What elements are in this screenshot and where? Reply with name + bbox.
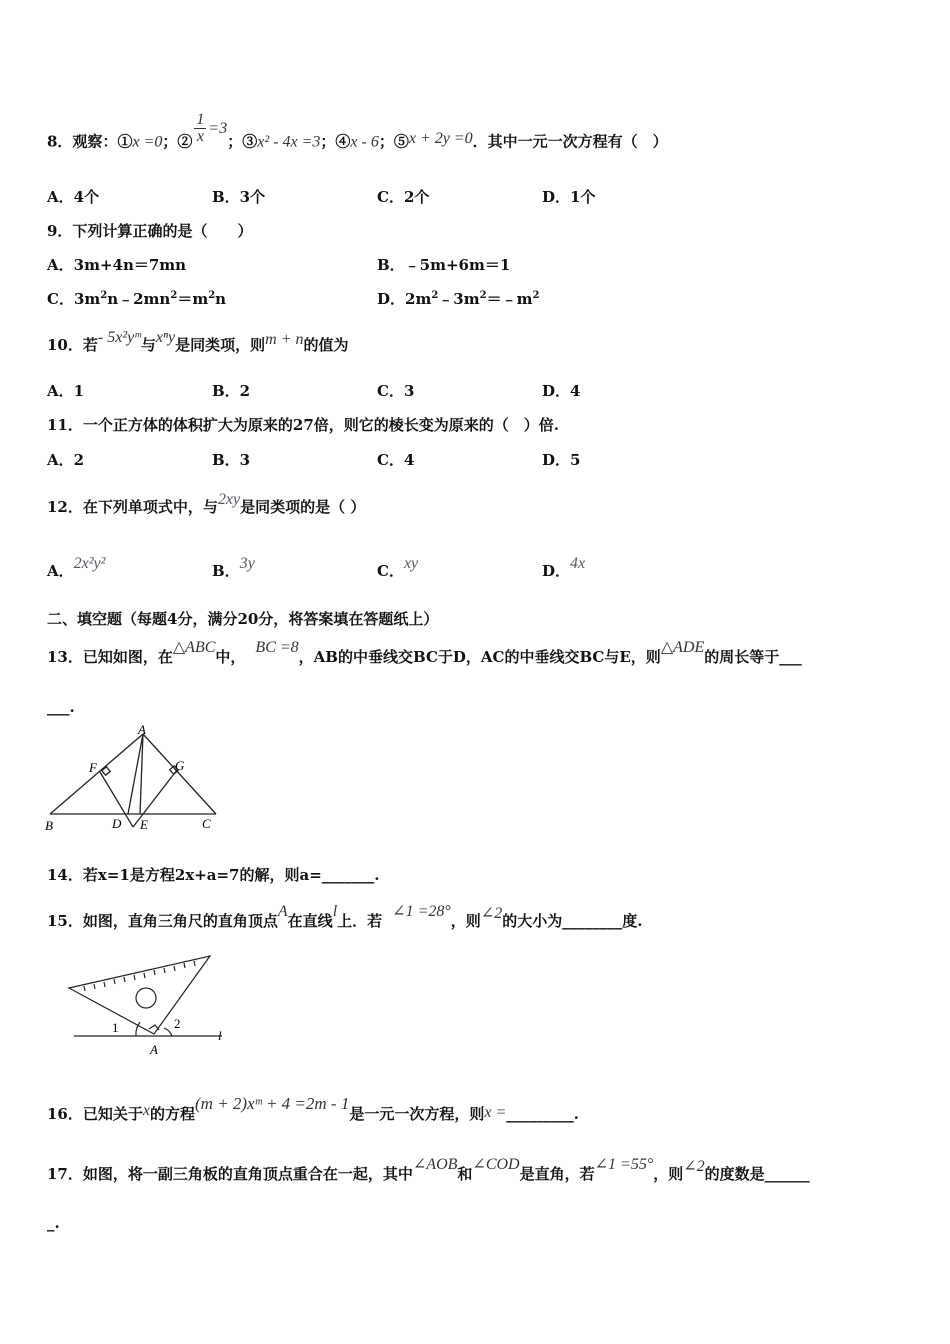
q15-expr-3: ∠1 =28°: [392, 903, 451, 920]
q9-c-part3: ＝m: [177, 290, 209, 308]
q9-d-sup3: 2: [532, 290, 540, 301]
q9-option-b: B．﹣5m+6m＝1: [377, 256, 511, 274]
line-l-label: l: [218, 1028, 222, 1043]
label-c: C: [202, 816, 211, 831]
label-f: F: [89, 760, 97, 775]
question-13: [47, 639, 802, 667]
q15-pre: 15．如图，直角三角尺的直角顶点: [47, 912, 278, 930]
q16-tail: _________.: [506, 1105, 579, 1123]
label-g: G: [175, 758, 185, 773]
q17-expr-4: ∠2: [683, 1158, 705, 1175]
q12-a-label: A．: [47, 562, 74, 580]
q8-expr-5: x + 2y =0: [408, 129, 473, 147]
q9-c-part2: n﹣2mn: [107, 290, 171, 308]
q11-option-a: A．2: [47, 451, 85, 469]
q8-number: 8．: [47, 132, 73, 151]
question-16: [47, 1094, 579, 1124]
q9-d-part1: D．2m: [377, 290, 432, 308]
q12-b-expr: 3y: [239, 555, 255, 572]
q15-expr-2: l: [332, 903, 338, 920]
q8-sep-2: ；: [227, 132, 243, 151]
q13-expr-2: BC =8: [255, 639, 299, 656]
q13-mid-2: ，AB的中垂线交BC于D，AC的中垂线交BC与E，则: [298, 648, 661, 666]
q10-expr-2: xⁿy: [155, 329, 176, 346]
label-a: A: [138, 722, 146, 737]
q9-d-sup2: 2: [479, 290, 487, 301]
q13-pre: 13．已知如图，在: [47, 648, 173, 666]
q9-c-part4: n: [215, 290, 227, 308]
q12-expr: 2xy: [217, 491, 241, 508]
q9-c-sup2: 2: [170, 290, 178, 301]
q11-option-c: C．4: [377, 451, 415, 469]
q16-pre: 16．已知关于: [47, 1105, 143, 1123]
q13-answer-blank: ___.: [47, 698, 75, 716]
q17-expr-1: ∠AOB: [412, 1156, 458, 1173]
q15-expr-1: A: [277, 903, 288, 920]
q12-b-label: B．: [212, 562, 240, 580]
q9-option-a: A．3m+4n＝7mn: [47, 256, 187, 274]
q8-fraction: [194, 112, 206, 145]
q8-expr-3: x² - 4x =3: [257, 133, 321, 151]
q15-mid-1: 在直线: [287, 912, 333, 930]
q11-stem: 11．一个正方体的体积扩大为原来的27倍，则它的棱长变为原来的（ ）倍.: [47, 416, 559, 434]
question-15: [47, 903, 643, 931]
q15-set-square-figure: [66, 952, 236, 1060]
q17-pre: 17．如图，将一副三角板的直角顶点重合在一起，其中: [47, 1165, 413, 1183]
q17-mid-1: 和: [457, 1165, 473, 1183]
label-d: D: [112, 816, 122, 831]
angle-1-label: 1: [112, 1020, 119, 1035]
q10-option-d: D．4: [542, 382, 581, 400]
question-8: [47, 111, 668, 159]
q11-option-b: B．3: [212, 451, 251, 469]
q16-expr-3: x =: [484, 1104, 507, 1121]
q9-c-sup1: 2: [100, 290, 108, 301]
q17-tail: 的度数是______: [704, 1165, 810, 1183]
q13-mid-1: 中，: [215, 648, 246, 666]
q10-end: 的值为: [303, 336, 349, 354]
q10-expr-3: m + n: [265, 331, 304, 348]
q8-option-c: C．2个: [377, 188, 430, 206]
q8-sep-3: ；: [320, 132, 336, 151]
question-10: [47, 329, 349, 355]
q16-expr-1: x: [142, 1102, 150, 1119]
q12-tail: 是同类项的是（ ）: [240, 498, 366, 516]
q16-expr-2: (m + 2)xᵐ + 4 =2m - 1: [195, 1094, 350, 1113]
q13-tail: 的周长等于___: [704, 648, 802, 666]
q8-mark-5: ⑤: [393, 132, 409, 151]
q10-option-a: A．1: [47, 382, 85, 400]
q15-mid-2: 上．若: [337, 912, 383, 930]
q8-option-b: B．3个: [212, 188, 266, 206]
q15-mid-3: ，则: [450, 912, 481, 930]
q8-frac-num: 1: [196, 111, 205, 128]
q13-triangle-figure: [40, 722, 230, 838]
q8-tail: ．其中一元一次方程有（ ）: [472, 132, 668, 151]
q8-mark-4: ④: [335, 132, 351, 151]
q8-mark-1: ①: [117, 132, 133, 151]
q9-option-c: [47, 288, 226, 309]
q8-mark-3: ③: [242, 132, 258, 151]
q8-expr-1: x =0: [132, 133, 163, 151]
q9-d-part3: ＝﹣m: [486, 290, 533, 308]
q10-option-c: C．3: [377, 382, 415, 400]
q12-a-expr: 2x²y²: [73, 555, 106, 572]
q9-c-sup3: 2: [208, 290, 216, 301]
q9-d-part2: ﹣3m: [438, 290, 480, 308]
question-17: [47, 1156, 810, 1184]
q16-mid-1: 的方程: [149, 1105, 195, 1123]
section-2-heading: 二、填空题（每题4分，满分20分，将答案填在答题纸上）: [47, 610, 439, 628]
q12-option-b: [212, 555, 255, 581]
q17-answer-blank: _.: [47, 1214, 60, 1232]
question-12: [47, 491, 366, 517]
q8-option-a: A．4个: [47, 188, 100, 206]
q13-expr-1: △ABC: [172, 639, 216, 656]
q14-stem: 14．若x=1是方程2x+a=7的解，则a=_______.: [47, 866, 380, 884]
q12-d-expr: 4x: [570, 555, 586, 572]
q12-option-a: [47, 555, 106, 581]
q9-option-d: [377, 288, 539, 309]
q13-expr-3: △ADE: [660, 639, 705, 656]
q8-expr-2: =3: [208, 119, 228, 137]
point-a-label: A: [150, 1042, 158, 1057]
angle-2-label: 2: [174, 1016, 181, 1031]
q12-pre: 12．在下列单项式中，与: [47, 498, 218, 516]
q10-tail: 是同类项，则: [175, 336, 266, 354]
q8-sep-4: ；: [378, 132, 394, 151]
q10-with: 与: [140, 336, 156, 354]
q12-option-c: [377, 555, 419, 581]
q17-mid-3: ，则: [653, 1165, 684, 1183]
q8-lead: 观察：: [72, 132, 118, 151]
q8-frac-den: x: [196, 128, 204, 145]
q8-mark-2: ②: [177, 132, 193, 151]
q17-expr-2: ∠COD: [472, 1156, 520, 1173]
q12-option-d: [542, 555, 586, 581]
q17-mid-2: 是直角，若: [519, 1165, 595, 1183]
q8-sep-1: ；: [162, 132, 178, 151]
q12-d-label: D．: [542, 562, 571, 580]
q17-expr-3: ∠1 =55°: [594, 1156, 654, 1173]
q16-mid-2: 是一元一次方程，则: [349, 1105, 485, 1123]
q15-expr-4: ∠2: [480, 905, 503, 922]
label-e: E: [140, 817, 148, 832]
q11-option-d: D．5: [542, 451, 581, 469]
q9-c-part1: C．3m: [47, 290, 101, 308]
q10-option-b: B．2: [212, 382, 251, 400]
q9-stem: 9．下列计算正确的是（ ）: [47, 222, 253, 240]
q10-expr-1: - 5x²yᵐ: [97, 329, 141, 346]
label-b: B: [45, 818, 53, 833]
q9-d-sup1: 2: [431, 290, 439, 301]
q8-option-d: D．1个: [542, 188, 596, 206]
q10-number: 10．若: [47, 336, 98, 354]
q15-tail: 的大小为________度.: [502, 912, 643, 930]
q12-c-label: C．: [377, 562, 404, 580]
q8-expr-4: x - 6: [350, 133, 379, 151]
q12-c-expr: xy: [403, 555, 419, 572]
